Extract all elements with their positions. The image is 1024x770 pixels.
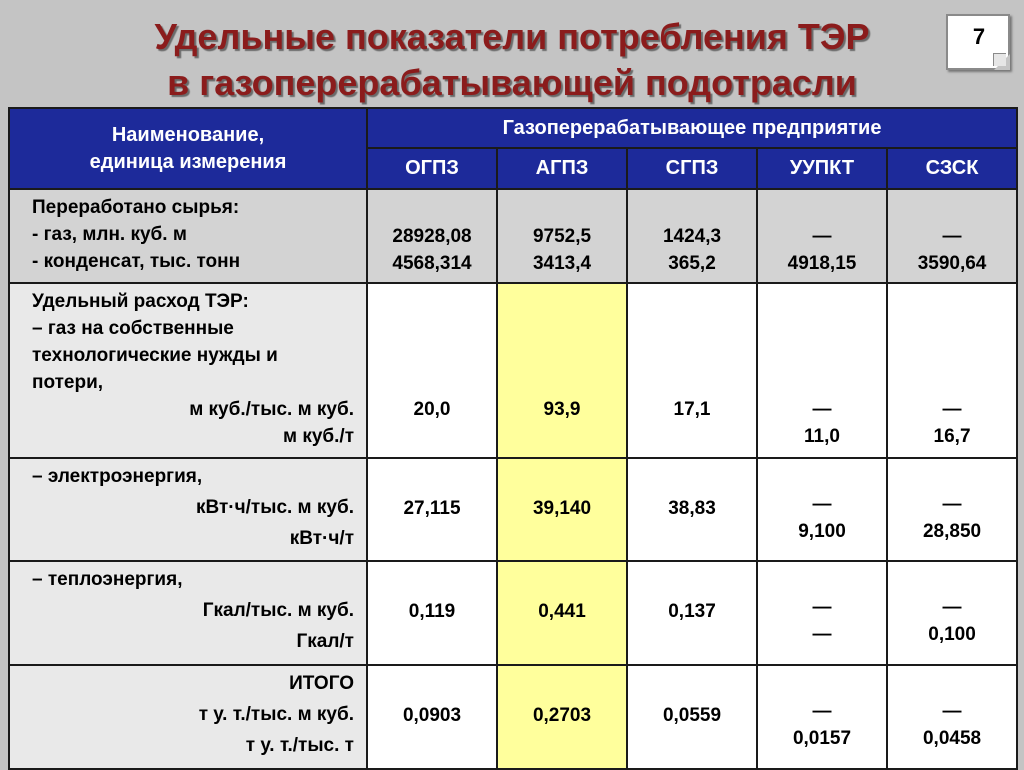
table-cell (367, 283, 497, 458)
cell-value: 4568,314 (392, 252, 472, 274)
cell-value: 0,0458 (922, 728, 982, 749)
cell-value: 17,1 (673, 399, 711, 420)
table-cell (887, 665, 1017, 769)
page-number: 7 (972, 24, 986, 49)
cell-value: — (812, 701, 832, 722)
cell-value: 11,0 (804, 426, 840, 447)
table-cell (367, 561, 497, 665)
cell-value: 0,2703 (532, 705, 592, 726)
table-cell (887, 561, 1017, 665)
row-label (9, 458, 367, 561)
cell-value: — (812, 597, 832, 618)
table-cell (887, 283, 1017, 458)
row-label-line: Переработано сырья: (32, 197, 240, 218)
header-name-line-2: единица измерения (89, 150, 287, 173)
row-label (9, 665, 367, 769)
table-cell (627, 561, 757, 665)
table-cell (757, 283, 887, 458)
row-unit-line: т у. т./тыс. м куб. (198, 704, 354, 725)
cell-value: 3590,64 (917, 252, 987, 274)
cell-value: 4918,15 (787, 252, 857, 274)
cell-value: 0,100 (928, 624, 976, 645)
table-row (9, 561, 1017, 665)
table-cell (627, 283, 757, 458)
row-label-line: – газ на собственные (32, 318, 234, 339)
cell-value: 39,140 (532, 498, 592, 519)
header-name-line-1: Наименование, (111, 123, 265, 146)
cell-value: — (812, 624, 832, 645)
table-cell (757, 665, 887, 769)
cell-value: — (812, 225, 832, 247)
table-cell (757, 189, 887, 283)
table-cell (757, 561, 887, 665)
table-row (9, 283, 1017, 458)
row-label-line: - газ, млн. куб. м (32, 224, 187, 245)
row-unit-line: Гкал/т (296, 631, 354, 652)
slide-title-line-2: в газоперерабатывающей подотрасли (167, 62, 857, 103)
page-corner-fold-icon (993, 53, 1006, 66)
table-cell (497, 561, 627, 665)
row-label (9, 189, 367, 283)
table-cell (627, 665, 757, 769)
cell-value: 365,2 (668, 252, 716, 274)
header-name-unit (9, 108, 367, 189)
consumption-table (8, 107, 1018, 770)
row-label (9, 561, 367, 665)
row-label-line: потери, (32, 372, 104, 393)
cell-value: — (942, 494, 962, 515)
row-label-line: – электроэнергия, (32, 466, 203, 487)
cell-value: 28,850 (922, 521, 982, 542)
table-cell (497, 283, 627, 458)
table-row-total (9, 665, 1017, 769)
header-group: Газоперерабатывающее предприятие (367, 108, 1017, 148)
row-unit-line: Гкал/тыс. м куб. (202, 600, 354, 621)
cell-value: 9752,5 (532, 225, 592, 247)
cell-value: — (942, 399, 962, 420)
cell-value: 20,0 (413, 399, 451, 420)
table-cell (367, 189, 497, 283)
cell-value: 0,119 (408, 601, 456, 622)
row-label-line: ИТОГО (289, 673, 354, 694)
cell-value: 0,0903 (402, 705, 462, 726)
column-header: СГПЗ (627, 148, 757, 189)
cell-value: 1424,3 (662, 225, 722, 247)
cell-value: 16,7 (933, 426, 971, 447)
slide-title (0, 14, 1024, 106)
table-cell (497, 189, 627, 283)
cell-value: 3413,4 (532, 252, 592, 274)
row-unit-line: м куб./тыс. м куб. (189, 399, 354, 420)
row-unit-line: м куб./т (282, 426, 354, 447)
cell-value: — (812, 399, 832, 420)
row-unit-line: кВт·ч/т (289, 528, 354, 549)
table-cell (497, 665, 627, 769)
column-header: ОГПЗ (367, 148, 497, 189)
cell-value: 38,83 (668, 498, 716, 519)
table-cell (367, 458, 497, 561)
cell-value: — (942, 701, 962, 722)
column-header: СЗСК (887, 148, 1017, 189)
table-cell (497, 458, 627, 561)
row-unit-line: кВт·ч/тыс. м куб. (195, 497, 354, 518)
page-number-badge (946, 14, 1010, 70)
table-cell (887, 189, 1017, 283)
table-row (9, 458, 1017, 561)
table-row (9, 189, 1017, 283)
cell-value: 0,0157 (792, 728, 852, 749)
row-label-line: - конденсат, тыс. тонн (32, 251, 241, 272)
table-cell (627, 458, 757, 561)
row-label-line: – теплоэнергия, (32, 569, 183, 590)
table-cell (367, 665, 497, 769)
row-label (9, 283, 367, 458)
table-cell (627, 189, 757, 283)
cell-value: 0,441 (538, 601, 586, 622)
cell-value: 0,0559 (662, 705, 722, 726)
cell-value: — (942, 225, 962, 247)
table-cell (887, 458, 1017, 561)
header-row-1 (9, 108, 1017, 148)
column-header: УУПКТ (757, 148, 887, 189)
cell-value: — (942, 597, 962, 618)
cell-value: — (812, 494, 832, 515)
column-header: АГПЗ (497, 148, 627, 189)
cell-value: 93,9 (543, 399, 581, 420)
row-unit-line: т у. т./тыс. т (245, 735, 354, 756)
row-label-line: технологические нужды и (32, 345, 278, 366)
table-cell (757, 458, 887, 561)
row-label-line: Удельный расход ТЭР: (32, 291, 249, 312)
cell-value: 9,100 (798, 521, 846, 542)
cell-value: 27,115 (403, 498, 461, 519)
cell-value: 28928,08 (392, 225, 472, 247)
slide-title-line-1: Удельные показатели потребления ТЭР (154, 16, 870, 57)
cell-value: 0,137 (668, 601, 716, 622)
